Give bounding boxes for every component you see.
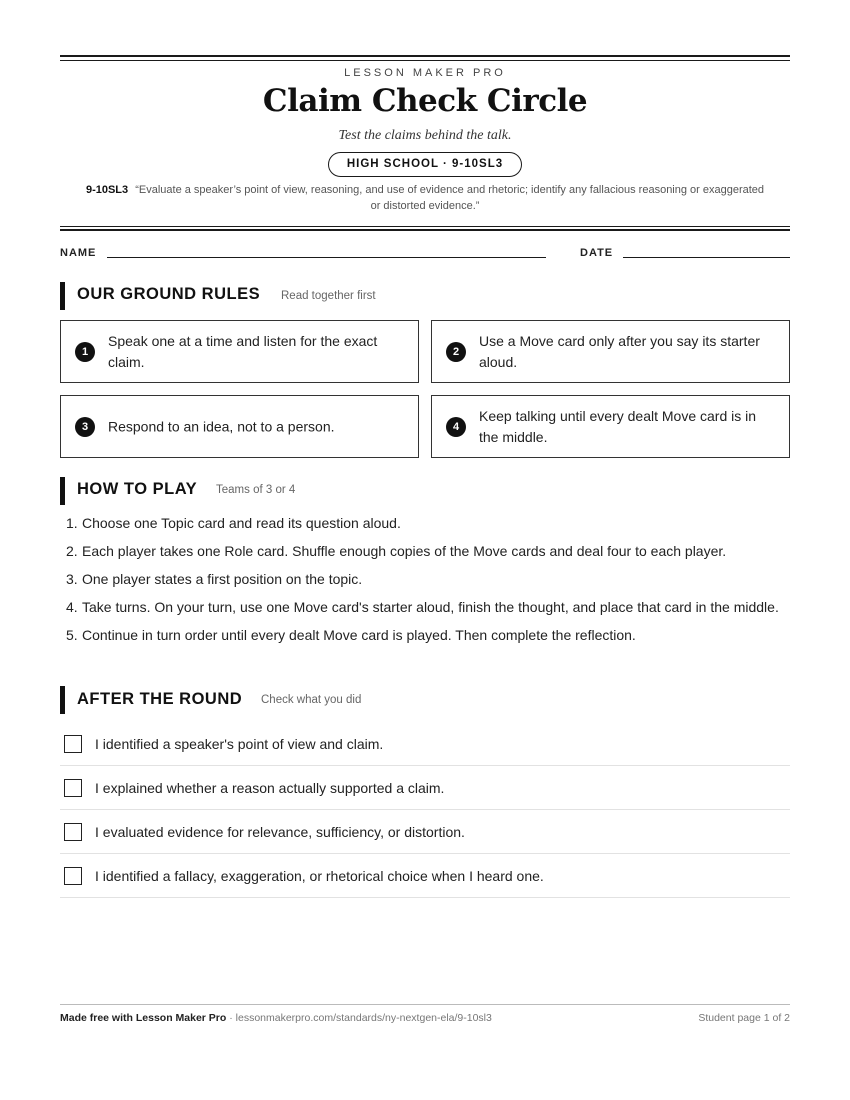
step-text: Continue in turn order until every dealt Move card is played. Then complete the reflection.	[82, 627, 636, 643]
rule-number-badge: 2	[446, 342, 466, 362]
standard-code: 9-10SL3	[85, 184, 129, 196]
footer-credit	[60, 1012, 492, 1024]
page-number: Student page 1 of 2	[698, 1012, 790, 1024]
step-text: One player states a first position on the topic.	[82, 571, 363, 587]
instruction-list	[66, 512, 786, 652]
after-round-heading: AFTER THE ROUND	[77, 690, 243, 708]
section-marker	[60, 686, 65, 714]
rule-number-badge: 1	[75, 342, 95, 362]
ground-rule-card	[431, 320, 790, 383]
page-title: Claim Check Circle	[262, 83, 588, 119]
brand-name: LESSON MAKER PRO	[344, 67, 506, 79]
instruction-step	[66, 512, 786, 534]
checkbox[interactable]	[64, 779, 82, 797]
name-field[interactable]	[107, 257, 546, 258]
step-number: 4.	[66, 599, 78, 615]
standard-description	[80, 182, 770, 214]
top-rule-thick	[60, 55, 790, 57]
footer-made-by: Made free with Lesson Maker Pro	[60, 1012, 227, 1024]
checklist-text: I identified a speaker's point of view and claim.	[95, 736, 384, 752]
step-number: 5.	[66, 627, 78, 643]
checklist-item	[60, 810, 790, 854]
step-text: Each player takes one Role card. Shuffle enough copies of the Move cards and deal four to each player.	[82, 543, 727, 559]
step-number: 3.	[66, 571, 78, 587]
ground-rules-heading: OUR GROUND RULES	[77, 285, 261, 303]
page-subtitle: Test the claims behind the talk.	[338, 128, 512, 143]
checkbox[interactable]	[64, 823, 82, 841]
checklist-item	[60, 854, 790, 898]
checklist-text: I evaluated evidence for relevance, sufficiency, or distortion.	[95, 824, 465, 840]
instruction-step	[66, 568, 786, 590]
rule-text: Use a Move card only after you say its starter aloud.	[479, 332, 760, 370]
checkbox[interactable]	[64, 735, 82, 753]
ground-rule-card	[431, 395, 790, 458]
after-round-note: Check what you did	[261, 694, 362, 706]
how-to-play-note: Teams of 3 or 4	[216, 484, 296, 496]
rule-number-badge: 3	[75, 417, 95, 437]
header-bottom-rule-thick	[60, 229, 790, 231]
checkbox[interactable]	[64, 867, 82, 885]
date-field[interactable]	[623, 257, 790, 258]
rule-text: Speak one at a time and listen for the exact claim.	[108, 332, 378, 370]
checklist-item	[60, 766, 790, 810]
step-number: 2.	[66, 543, 78, 559]
grade-badge: HIGH SCHOOL · 9-10SL3	[328, 152, 522, 177]
instruction-step	[66, 540, 786, 562]
instruction-step	[66, 624, 786, 646]
ground-rule-card	[60, 395, 419, 458]
step-text: Choose one Topic card and read its question aloud.	[82, 515, 401, 531]
instruction-step	[66, 596, 786, 618]
rule-text: Respond to an idea, not to a person.	[108, 418, 335, 434]
section-marker	[60, 477, 65, 505]
step-number: 1.	[66, 515, 78, 531]
footer-divider	[60, 1004, 790, 1005]
footer-url[interactable]: · lessonmakerpro.com/standards/ny-nextgen-ela/9-10sl3	[226, 1012, 492, 1024]
checklist-text: I explained whether a reason actually supported a claim.	[95, 780, 445, 796]
section-marker	[60, 282, 65, 310]
header-bottom-rule-thin	[60, 226, 790, 227]
ground-rules-note: Read together first	[281, 290, 376, 302]
checklist-item	[60, 722, 790, 766]
how-to-play-heading: HOW TO PLAY	[77, 480, 198, 498]
checklist-text: I identified a fallacy, exaggeration, or rhetorical choice when I heard one.	[95, 868, 544, 884]
rule-number-badge: 4	[446, 417, 466, 437]
ground-rule-card	[60, 320, 419, 383]
step-text: Take turns. On your turn, use one Move card's starter aloud, finish the thought, and place that card in the middle.	[82, 599, 779, 615]
date-label: DATE	[580, 247, 614, 259]
name-label: NAME	[60, 247, 97, 259]
rule-text: Keep talking until every dealt Move card is in the middle.	[479, 407, 757, 445]
top-rule-thin	[60, 60, 790, 61]
standard-text: “Evaluate a speaker’s point of view, reasoning, and use of evidence and rhetoric; identify any fallacious reasoning or exaggerated or distorted evidence.”	[135, 184, 765, 212]
